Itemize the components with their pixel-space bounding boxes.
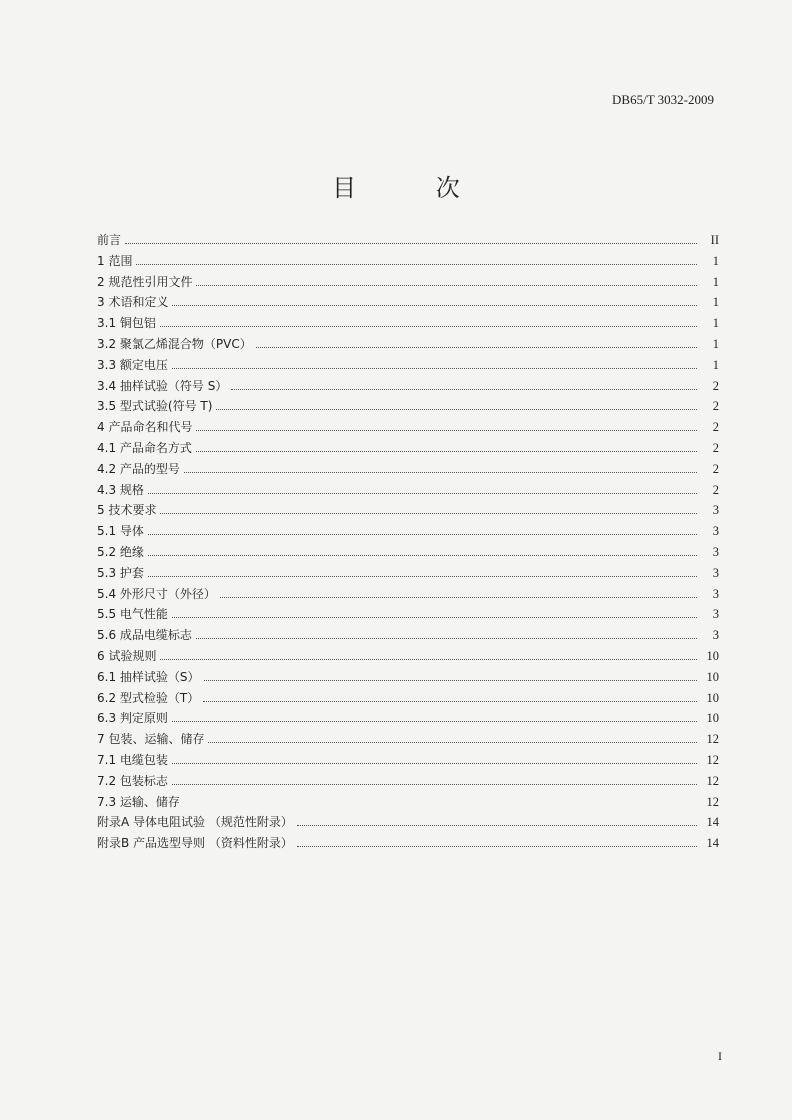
toc-entry-page: 3 xyxy=(712,586,719,601)
toc-entry[interactable] xyxy=(97,272,719,293)
toc-entry-label: 5.2 绝缘 xyxy=(97,544,144,559)
toc-entry[interactable] xyxy=(97,688,719,709)
toc-leader-dots xyxy=(148,554,697,556)
toc-leader-dots xyxy=(196,429,697,431)
toc-entry[interactable] xyxy=(97,480,719,501)
toc-entry-page: 2 xyxy=(712,440,719,455)
toc-entry-label: 7.2 包装标志 xyxy=(97,773,168,788)
toc-entry-page: 1 xyxy=(712,253,719,268)
toc-leader-dots xyxy=(204,679,697,681)
toc-entry-page: 1 xyxy=(712,336,719,351)
toc-leader-dots xyxy=(136,263,697,265)
toc-entry-page: 14 xyxy=(706,836,719,851)
toc-entry[interactable] xyxy=(97,833,719,854)
toc-entry-label: 7.3 运输、储存 xyxy=(97,794,180,809)
toc-entry[interactable] xyxy=(97,230,719,251)
toc-entry-page: 3 xyxy=(712,565,719,580)
toc-entry-label: 5.5 电气性能 xyxy=(97,607,168,622)
toc-entry-label: 3.3 额定电压 xyxy=(97,357,168,372)
toc-entry-label: 3 术语和定义 xyxy=(97,295,169,310)
toc-leader-dots xyxy=(148,575,697,577)
toc-entry[interactable] xyxy=(97,667,719,688)
toc-entry[interactable] xyxy=(97,459,719,480)
toc-entry-label: 3.4 抽样试验（符号 S） xyxy=(97,378,228,393)
toc-entry-page: 1 xyxy=(712,295,719,310)
toc-entry-page: 2 xyxy=(712,399,719,414)
toc-entry-label: 3.5 型式试验(符号 T) xyxy=(97,399,213,414)
toc-entry-page: 1 xyxy=(712,274,719,289)
toc-entry-label: 3.2 聚氯乙烯混合物（PVC） xyxy=(97,336,252,351)
toc-entry-label: 5.6 成品电缆标志 xyxy=(97,628,192,643)
toc-entry-page: 2 xyxy=(712,482,719,497)
toc-leader-dots xyxy=(216,408,697,410)
toc-entry[interactable] xyxy=(97,355,719,376)
toc-entry-page: 10 xyxy=(706,669,719,684)
toc-entry[interactable] xyxy=(97,812,719,833)
toc-leader-dots xyxy=(172,304,697,306)
toc-entry-page: 12 xyxy=(706,773,719,788)
toc-entry-label: 7 包装、运输、储存 xyxy=(97,732,205,747)
toc-entry-page: 10 xyxy=(706,690,719,705)
toc-entry-page: 3 xyxy=(712,544,719,559)
toc-entry-label: 2 规范性引用文件 xyxy=(97,274,193,289)
toc-leader-dots xyxy=(148,492,697,494)
toc-leader-dots xyxy=(160,512,697,514)
toc-leader-dots xyxy=(172,616,697,618)
toc-entry-label: 5.1 导体 xyxy=(97,524,144,539)
toc-entry-label: 6 试验规则 xyxy=(97,648,157,663)
toc-entry-label: 6.2 型式检验（T） xyxy=(97,690,200,705)
toc-leader-dots xyxy=(231,388,697,390)
toc-leader-dots xyxy=(172,762,697,764)
toc-entry[interactable] xyxy=(97,604,719,625)
toc-entry-label: 6.1 抽样试验（S） xyxy=(97,669,200,684)
toc-entry-page: 1 xyxy=(712,316,719,331)
toc-entry[interactable] xyxy=(97,750,719,771)
toc-leader-dots xyxy=(203,700,697,702)
toc-entry[interactable] xyxy=(97,542,719,563)
toc-entry[interactable] xyxy=(97,563,719,584)
toc-entry-page: 1 xyxy=(712,357,719,372)
toc-entry-page: 12 xyxy=(706,752,719,767)
toc-entry-label: 3.1 铜包铝 xyxy=(97,316,156,331)
toc-leader-dots xyxy=(184,805,697,806)
toc-entry-label: 7.1 电缆包装 xyxy=(97,752,168,767)
toc-leader-dots xyxy=(297,824,697,826)
toc-entry[interactable] xyxy=(97,708,719,729)
standard-code: DB65/T 3032-2009 xyxy=(612,92,714,107)
toc-entry[interactable] xyxy=(97,376,719,397)
toc-entry[interactable] xyxy=(97,521,719,542)
toc-entry-page: 3 xyxy=(712,524,719,539)
toc-entry[interactable] xyxy=(97,625,719,646)
toc-leader-dots xyxy=(160,658,697,660)
toc-leader-dots xyxy=(196,450,697,452)
toc-leader-dots xyxy=(172,720,697,722)
toc-entry-label: 6.3 判定原则 xyxy=(97,711,168,726)
toc-leader-dots xyxy=(220,596,697,598)
toc-entry[interactable] xyxy=(97,251,719,272)
toc-leader-dots xyxy=(196,637,697,639)
toc-entry-label: 4.2 产品的型号 xyxy=(97,461,180,476)
toc-entry[interactable] xyxy=(97,396,719,417)
toc-entry-label: 4.1 产品命名方式 xyxy=(97,440,192,455)
toc-entry-page: 3 xyxy=(712,503,719,518)
toc-entry-page: II xyxy=(710,233,719,247)
toc-entry-page: 12 xyxy=(706,794,719,809)
toc-entry-label: 5 技术要求 xyxy=(97,503,157,518)
toc-entry-page: 2 xyxy=(712,461,719,476)
toc-entry-label: 4 产品命名和代号 xyxy=(97,420,193,435)
toc-entry-page: 3 xyxy=(712,628,719,643)
toc-entry-label: 5.3 护套 xyxy=(97,565,144,580)
toc-entry[interactable] xyxy=(97,313,719,334)
toc-entry[interactable] xyxy=(97,438,719,459)
toc-entry[interactable] xyxy=(97,584,719,605)
toc-entry-page: 2 xyxy=(712,420,719,435)
toc-entry-page: 3 xyxy=(712,607,719,622)
toc-leader-dots xyxy=(208,741,697,743)
toc-entry[interactable] xyxy=(97,729,719,750)
toc-leader-dots xyxy=(196,284,697,286)
toc-leader-dots xyxy=(297,845,697,847)
toc-entry-page: 10 xyxy=(706,648,719,663)
toc-entry-label: 前言 xyxy=(97,233,122,247)
toc-entry[interactable] xyxy=(97,500,719,521)
toc-entry-page: 12 xyxy=(706,732,719,747)
toc-entry-label: 附录B 产品选型导则 （资料性附录） xyxy=(97,836,293,851)
toc-entry[interactable] xyxy=(97,292,719,313)
toc-leader-dots xyxy=(160,325,697,327)
toc-leader-dots xyxy=(184,471,697,473)
page-title: 目 次 xyxy=(332,174,496,202)
toc-entry-page: 2 xyxy=(712,378,719,393)
toc-entry[interactable] xyxy=(97,334,719,355)
toc-entry-label: 附录A 导体电阻试验 （规范性附录） xyxy=(97,815,293,830)
toc-leader-dots xyxy=(172,783,697,785)
toc-entry-page: 10 xyxy=(706,711,719,726)
toc-leader-dots xyxy=(148,533,697,535)
toc-entry[interactable] xyxy=(97,646,719,667)
toc-entry-page: 14 xyxy=(706,815,719,830)
toc-leader-dots xyxy=(172,367,697,369)
table-of-contents xyxy=(97,230,719,854)
toc-entry-label: 1 范围 xyxy=(97,253,133,268)
toc-leader-dots xyxy=(125,242,697,244)
toc-entry[interactable] xyxy=(97,771,719,792)
toc-leader-dots xyxy=(256,346,697,348)
toc-entry-label: 5.4 外形尺寸（外径） xyxy=(97,586,216,601)
toc-entry[interactable] xyxy=(97,792,719,813)
toc-entry[interactable] xyxy=(97,417,719,438)
page-number: I xyxy=(718,1049,722,1063)
toc-entry-label: 4.3 规格 xyxy=(97,482,144,497)
